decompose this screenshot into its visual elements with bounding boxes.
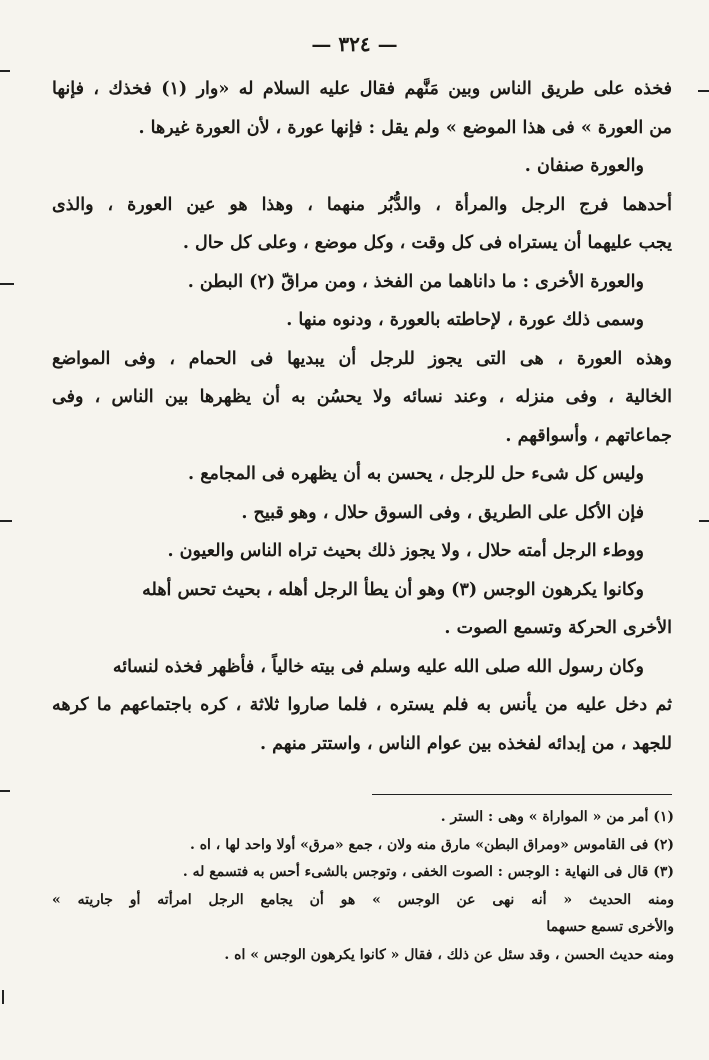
scan-margin-mark bbox=[0, 283, 14, 285]
footnote-line: ومنه الحديث « أنه نهى عن الوجس » هو أن يجامع الرجل امرأته أو جاريته » bbox=[52, 891, 674, 908]
body-line: للجهد ، من إبدائه لفخذه بين عوام الناس ، واستتر منهم . bbox=[259, 733, 672, 754]
page-number: — ٣٢٤ — bbox=[311, 32, 398, 56]
body-line: وكان رسول الله صلى الله عليه وسلم فى بيته خالياً ، فأظهر فخذه لنسائه bbox=[112, 656, 644, 677]
body-line: والعورة صنفان . bbox=[524, 156, 644, 176]
body-line: والعورة الأخرى : ما داناهما من الفخذ ، ومن مراقّ (٢) البطن . bbox=[187, 271, 644, 292]
footnotes bbox=[52, 804, 674, 969]
body-line: جماعاتهم ، وأسواقهم . bbox=[505, 425, 672, 446]
main-text bbox=[52, 70, 672, 763]
body-line: يجب عليهما أن يستراه فى كل وقت ، وكل موضع ، وعلى كل حال . bbox=[182, 233, 672, 253]
body-line: من العورة » فى هذا الموضع » ولم يقل : فإنها عورة ، لأن العورة غيرها . bbox=[138, 117, 672, 138]
scan-margin-mark bbox=[699, 520, 709, 522]
scan-margin-mark bbox=[2, 990, 4, 1004]
body-line: فخذه على طريق الناس وبين مَنَّهم فقال عليه السلام له «وار (١) فخذك ، فإنها bbox=[52, 79, 672, 99]
body-line: أحدهما فرج الرجل والمرأة ، والدُّبُر منهما ، وهذا هو عين العورة ، والذى bbox=[52, 194, 672, 215]
footnote-line: ومنه حديث الحسن ، وقد سئل عن ذلك ، فقال « كانوا يكرهون الوجس » اه . bbox=[224, 946, 674, 963]
body-line: وسمى ذلك عورة ، لإحاطته بالعورة ، ودنوه منها . bbox=[286, 310, 644, 330]
scan-margin-mark bbox=[0, 70, 10, 72]
body-line: وكانوا يكرهون الوجس (٣) وهو أن يطأ الرجل أهله ، بحيث تحس أهله bbox=[142, 579, 644, 600]
footnote-line: والأخرى تسمع حسهما bbox=[546, 919, 674, 935]
scan-margin-mark bbox=[0, 520, 12, 522]
footnote-line: (٣) قال فى النهاية : الوجس : الصوت الخفى ، وتوجس بالشىء أحس به فتسمع له . bbox=[182, 864, 674, 880]
body-line: الخالية ، وفى منزله ، وعند نسائه ولا يحسُن به أن يظهرها بين الناس ، وفى bbox=[52, 387, 672, 407]
footnote-line: (٢) فى القاموس «ومراق البطن» مارق منه ولان ، جمع «مرق» أولا واحد لها ، اه . bbox=[189, 836, 674, 853]
body-line: ووطء الرجل أمته حلال ، ولا يجوز ذلك بحيث تراه الناس والعيون . bbox=[167, 541, 644, 561]
scan-margin-mark bbox=[0, 790, 10, 792]
body-line: الأخرى الحركة وتسمع الصوت . bbox=[444, 618, 672, 638]
body-line: فإن الأكل على الطريق ، وفى السوق حلال ، وهو قبيح . bbox=[241, 502, 644, 523]
body-line: وهذه العورة ، هى التى يجوز للرجل أن يبديها فى الحمام ، وفى المواضع bbox=[52, 348, 672, 369]
footnote-line: (١) أمر من « المواراة » وهى : الستر . bbox=[440, 809, 674, 825]
footnote-separator bbox=[372, 794, 672, 795]
body-line: وليس كل شىء حل للرجل ، يحسن به أن يظهره فى المجامع . bbox=[188, 464, 644, 484]
scan-margin-mark bbox=[698, 90, 709, 92]
body-line: ثم دخل عليه من يأنس به فلم يستره ، فلما صاروا ثلاثة ، كره باجتماعهم ما كرهه bbox=[52, 695, 672, 715]
